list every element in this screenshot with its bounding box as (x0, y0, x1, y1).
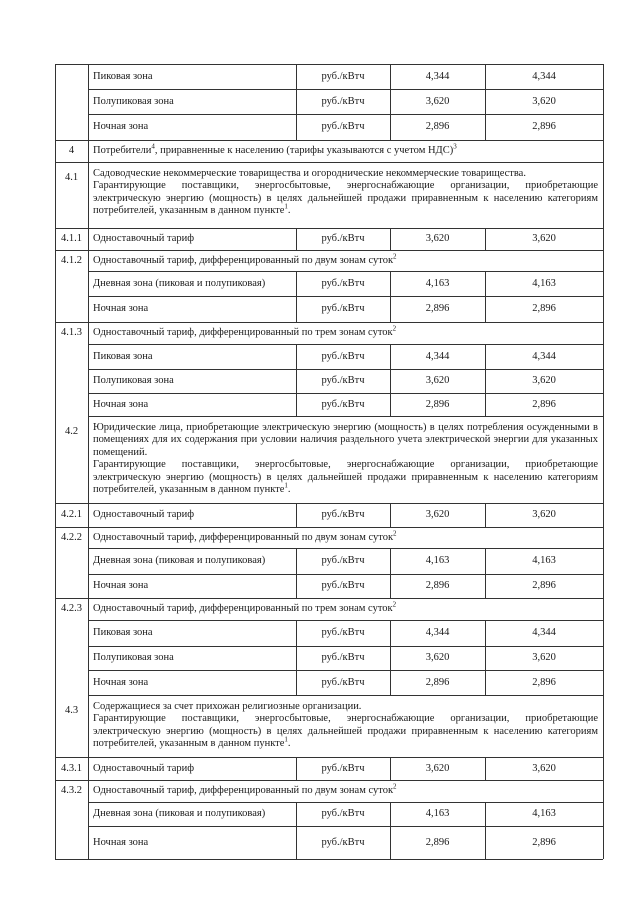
row-number: 4.2.1 (61, 509, 82, 520)
rule-line (55, 780, 88, 781)
rule-line (55, 527, 88, 528)
section-text-body: Гарантирующие поставщики, энергосбытовые, энергоснабжающие организации, приобретающие электрическую энергию (мощность) в целях дальнейшей продажи приравненным к населению категориям потребителей, указанным в данном пункте (93, 713, 598, 750)
section-text-part1: Потребители (93, 145, 152, 156)
row-bottom-line (88, 548, 603, 549)
unit-cell: руб./кВтч (321, 375, 365, 386)
value-col2: 3,620 (532, 509, 556, 520)
footnote-mark: 1 (284, 481, 288, 490)
value-col1: 2,896 (425, 121, 450, 132)
unit-cell: руб./кВтч (321, 351, 365, 362)
section-text (93, 422, 598, 496)
footnote-mark: 1 (284, 202, 288, 211)
value-col1: 3,620 (425, 375, 450, 386)
section-number: 4 (68, 145, 75, 156)
table-top-line (55, 64, 603, 65)
row-name: Ночная зона (93, 837, 149, 848)
section-number: 4.2 (64, 426, 79, 437)
row-name: Дневная зона (пиковая и полупиковая) (93, 278, 266, 289)
unit-cell: руб./кВтч (321, 121, 365, 132)
row-bottom-line (88, 393, 603, 394)
row-bottom-line (88, 271, 603, 272)
section-text-part2: , приравненные к населению (тарифы указываются с учетом НДС) (154, 145, 454, 156)
value-col2: 4,344 (532, 71, 556, 82)
section-number: 4.3 (64, 705, 79, 716)
row-bottom-line (88, 344, 603, 345)
unit-cell: руб./кВтч (321, 627, 365, 638)
section-text-para2 (93, 713, 598, 750)
unit-cell: руб./кВтч (321, 652, 365, 663)
table-bottom-line (55, 859, 603, 860)
row-bottom-line (88, 250, 603, 251)
row-name: Дневная зона (пиковая и полупиковая) (93, 808, 266, 819)
value-col2: 4,163 (532, 555, 556, 566)
row-bottom-line (88, 296, 603, 297)
row-bottom-line (88, 826, 603, 827)
row-title-text: Одноставочный тариф, дифференцированный по трем зонам суток (93, 327, 393, 338)
unit-cell: руб./кВтч (321, 278, 365, 289)
value-col1: 2,896 (425, 303, 450, 314)
value-col2: 3,620 (532, 375, 556, 386)
footnote-mark: 3 (453, 142, 457, 151)
unit-cell: руб./кВтч (321, 677, 365, 688)
row-title-text: Одноставочный тариф, дифференцированный по трем зонам суток (93, 603, 393, 614)
value-col1: 4,163 (425, 555, 450, 566)
value-col1: 3,620 (425, 763, 450, 774)
value-col2: 3,620 (532, 652, 556, 663)
row-name: Пиковая зона (93, 627, 153, 638)
row-number: 4.3.1 (61, 763, 82, 774)
value-col2: 3,620 (532, 763, 556, 774)
footnote-mark: 2 (393, 529, 397, 538)
row-bottom-line (88, 527, 603, 528)
section-text-para2 (93, 459, 598, 496)
value-col2: 3,620 (532, 233, 556, 244)
section-text-line1: Садоводческие некоммерческие товарищества и огороднические некоммерческие товарищества. (93, 168, 526, 179)
value-col1: 4,163 (425, 278, 450, 289)
section-bottom-line (55, 140, 603, 141)
value-col1: 2,896 (425, 399, 450, 410)
row-name: Полупиковая зона (93, 375, 174, 386)
value-col1: 2,896 (425, 837, 450, 848)
row-bottom-line (88, 670, 603, 671)
footnote-mark: 2 (393, 782, 397, 791)
section-number: 4.1 (64, 172, 79, 183)
value-col1: 3,620 (425, 652, 450, 663)
row-name: Одноставочный тариф (93, 233, 195, 244)
value-col1: 3,620 (425, 509, 450, 520)
row-bottom-line (88, 620, 603, 621)
section-text-body: Гарантирующие поставщики, энергосбытовые, энергоснабжающие организации, приобретающие электрическую энергию (мощность) в целях дальнейшей продажи приравненным к населению категориям потребителей, указанным в данном пункте (93, 180, 598, 217)
section-bottom-line (55, 503, 603, 504)
unit-cell: руб./кВтч (321, 399, 365, 410)
value-col2: 4,163 (532, 808, 556, 819)
section-text-line1: Юридические лица, приобретающие электрическую энергию (мощность) в целях потребления осужденными в помещениях для их содержания при условии наличия раздельного учета электрической энергии для указанных помещений. (93, 422, 598, 458)
unit-cell: руб./кВтч (321, 763, 365, 774)
row-number: 4.1.2 (61, 255, 82, 266)
value-col1: 2,896 (425, 580, 450, 591)
sentence-end: . (287, 205, 291, 217)
value-col1: 3,620 (425, 233, 450, 244)
section-text (93, 168, 598, 218)
unit-cell: руб./кВтч (321, 233, 365, 244)
row-bottom-line (88, 114, 603, 115)
footnote-mark: 4 (151, 142, 155, 151)
rule-line (55, 250, 88, 251)
section-text (93, 142, 457, 157)
row-title (93, 782, 397, 797)
section-text-line1: Содержащиеся за счет прихожан религиозные организации. (93, 701, 362, 712)
row-title (93, 600, 397, 615)
row-bottom-line (88, 416, 603, 417)
value-col2: 2,896 (532, 399, 556, 410)
row-name: Одноставочный тариф (93, 763, 195, 774)
value-col1: 4,344 (425, 71, 450, 82)
unit-cell: руб./кВтч (321, 96, 365, 107)
value-col1: 4,163 (425, 808, 450, 819)
row-bottom-line (88, 598, 603, 599)
row-title (93, 324, 397, 339)
row-name: Полупиковая зона (93, 652, 174, 663)
row-name: Дневная зона (пиковая и полупиковая) (93, 555, 266, 566)
section-text-body: Гарантирующие поставщики, энергосбытовые, энергоснабжающие организации, приобретающие электрическую энергию (мощность) в целях дальнейшей продажи приравненным к населению категориям потребителей, указанным в данном пункте (93, 459, 598, 496)
sentence-end: . (287, 484, 291, 496)
unit-cell: руб./кВтч (321, 555, 365, 566)
section-bottom-line (55, 757, 603, 758)
value-col2: 2,896 (532, 837, 556, 848)
value-col2: 4,344 (532, 351, 556, 362)
row-number: 4.1.3 (61, 327, 82, 338)
row-title (93, 529, 397, 544)
value-col1: 4,344 (425, 627, 450, 638)
value-col1: 3,620 (425, 96, 450, 107)
rule-line (55, 322, 88, 323)
section-text (93, 701, 598, 751)
sentence-end: . (287, 738, 291, 750)
row-bottom-line (88, 780, 603, 781)
row-title-text: Одноставочный тариф, дифференцированный по двум зонам суток (93, 785, 394, 796)
value-col2: 2,896 (532, 303, 556, 314)
footnote-mark: 1 (284, 735, 288, 744)
unit-cell: руб./кВтч (321, 808, 365, 819)
number-column-line (88, 64, 89, 859)
row-bottom-line (88, 695, 603, 696)
row-title-text: Одноставочный тариф, дифференцированный по двум зонам суток (93, 255, 394, 266)
row-name: Пиковая зона (93, 71, 153, 82)
row-name: Одноставочный тариф (93, 509, 195, 520)
row-bottom-line (88, 89, 603, 90)
footnote-mark: 2 (392, 324, 397, 333)
footnote-mark: 2 (393, 252, 397, 261)
table-right-line (603, 64, 604, 859)
row-bottom-line (88, 574, 603, 575)
rule-line (55, 598, 88, 599)
row-bottom-line (88, 322, 603, 323)
row-title (93, 252, 397, 267)
row-number: 4.1.1 (61, 233, 82, 244)
row-name: Полупиковая зона (93, 96, 174, 107)
row-name: Ночная зона (93, 677, 149, 688)
footnote-mark: 2 (392, 600, 397, 609)
unit-cell: руб./кВтч (321, 837, 365, 848)
value-col2: 2,896 (532, 677, 556, 688)
unit-cell: руб./кВтч (321, 509, 365, 520)
value-col2: 4,163 (532, 278, 556, 289)
value-col1: 4,344 (425, 351, 450, 362)
row-title-text: Одноставочный тариф, дифференцированный по двум зонам суток (93, 532, 394, 543)
row-number: 4.3.2 (61, 785, 82, 796)
row-name: Ночная зона (93, 580, 149, 591)
value-col2: 4,344 (532, 627, 556, 638)
value-col2: 2,896 (532, 121, 556, 132)
row-name: Ночная зона (93, 303, 149, 314)
unit-cell: руб./кВтч (321, 71, 365, 82)
section-bottom-line (55, 228, 603, 229)
value-col2: 2,896 (532, 580, 556, 591)
value-col1: 2,896 (425, 677, 450, 688)
row-bottom-line (88, 646, 603, 647)
row-name: Пиковая зона (93, 351, 153, 362)
row-number: 4.2.3 (61, 603, 82, 614)
section-text-para2 (93, 180, 598, 217)
unit-cell: руб./кВтч (321, 303, 365, 314)
unit-cell: руб./кВтч (321, 580, 365, 591)
value-col2: 3,620 (532, 96, 556, 107)
row-bottom-line (88, 369, 603, 370)
row-number: 4.2.2 (61, 532, 82, 543)
section-bottom-line (55, 162, 603, 163)
row-name: Ночная зона (93, 399, 149, 410)
row-bottom-line (88, 802, 603, 803)
row-name: Ночная зона (93, 121, 149, 132)
